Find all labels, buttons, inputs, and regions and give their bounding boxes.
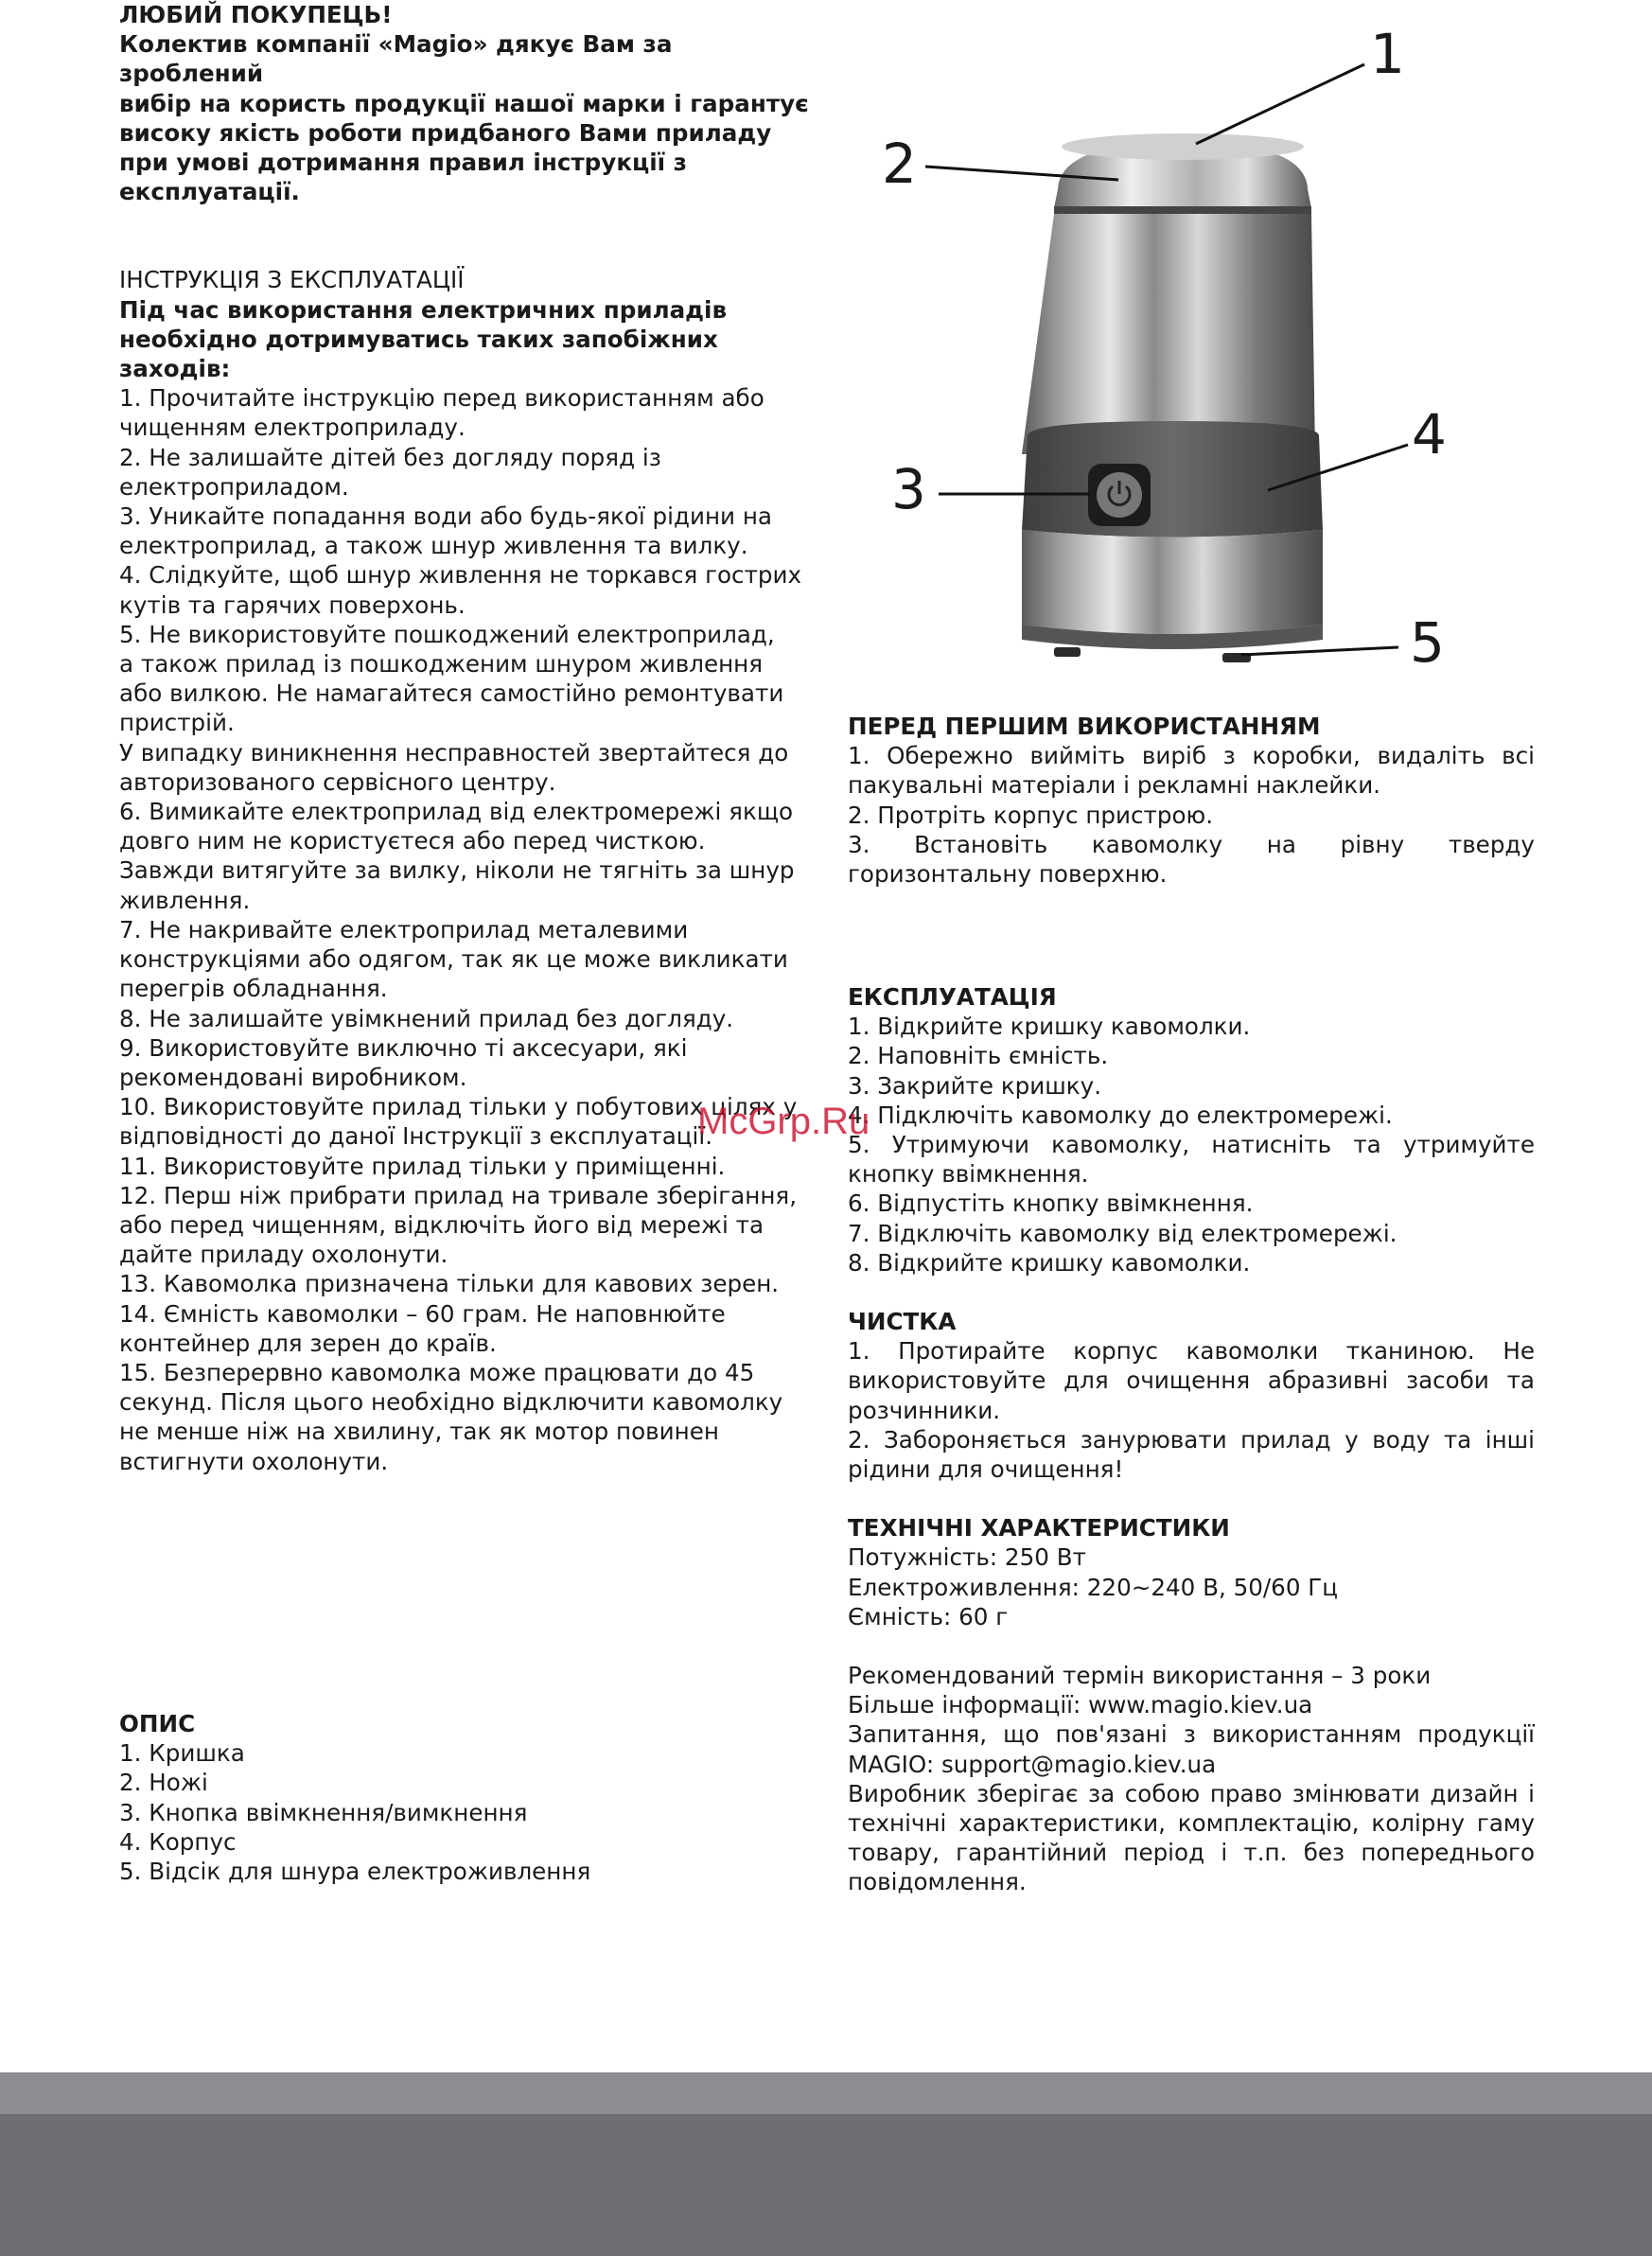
cleaning-item: 2. Забороняється занурювати прилад у воду та інші рідини для очищення! <box>848 1425 1535 1484</box>
greeting-line: високу якість роботи придбаного Вами приладу <box>119 118 772 147</box>
first-use-item: 2. Протріть корпус пристрою. <box>848 801 1214 829</box>
instruction-line: живлення. <box>119 886 251 914</box>
operation-section <box>848 982 1535 1897</box>
callout-4: 4 <box>1412 402 1447 467</box>
instruction-line: 6. Вимикайте електроприлад від електромережі якщо <box>119 798 794 826</box>
operation-item: 7. Відключіть кавомолку від електромережі. <box>848 1219 1397 1247</box>
leader-line-5 <box>1241 647 1398 655</box>
instruction-line: електроприлад, а також шнур живлення та вилку. <box>119 532 748 560</box>
description-item: 3. Кнопка ввімкнення/вимкнення <box>119 1798 528 1826</box>
body-band <box>1022 421 1323 538</box>
instruction-line: 12. Перш ніж прибрати прилад на тривале зберігання, <box>119 1181 798 1209</box>
callout-1: 1 <box>1370 22 1405 86</box>
instruction-line: 4. Слідкуйте, щоб шнур живлення не торкався гострих <box>119 561 802 590</box>
watermark: McGrp.Ru <box>697 1101 870 1142</box>
info-line: Рекомендований термін використання – 3 роки <box>848 1662 1432 1690</box>
instruction-line: або перед чищенням, відключіть його від мережі та <box>119 1210 764 1239</box>
operation-item: 1. Відкрийте кришку кавомолки. <box>848 1013 1251 1041</box>
first-use-item: 3. Встановіть кавомолку на рівну тверду горизонтальну поверхню. <box>848 830 1535 889</box>
operation-title: ЕКСПЛУАТАЦІЯ <box>848 983 1057 1011</box>
callout-3: 3 <box>891 457 926 521</box>
description-title: ОПИС <box>119 1710 196 1737</box>
instructions-intro-line: Під час використання електричних приладів <box>119 295 728 324</box>
operation-item: 5. Утримуючи кавомолку, натисніть та утримуйте кнопку ввімкнення. <box>848 1131 1535 1189</box>
first-use-item: 1. Обережно вийміть виріб з коробки, видаліть всі пакувальні матеріали і рекламні наклейки. <box>848 742 1535 800</box>
instruction-line: 14. Ємність кавомолки – 60 грам. Не наповнюйте <box>119 1299 726 1328</box>
description-item: 4. Корпус <box>119 1827 237 1856</box>
instruction-line: електроприладом. <box>119 472 349 501</box>
instructions-intro-line: заходів: <box>119 355 231 383</box>
description-item: 2. Ножі <box>119 1769 208 1797</box>
operation-item: 4. Підключіть кавомолку до електромережі. <box>848 1101 1393 1129</box>
operation-item: 6. Відпустіть кнопку ввімкнення. <box>848 1190 1254 1218</box>
instruction-line: У випадку виникнення несправностей звертайтеся до <box>119 738 789 767</box>
instruction-line: контейнер для зерен до країв. <box>119 1329 497 1357</box>
greeting-line: Колектив компанії «Magio» дякує Вам за зроблений <box>119 30 673 88</box>
instruction-line: 8. Не залишайте увімкнений прилад без догляду. <box>119 1004 734 1032</box>
body-lower <box>1022 530 1323 634</box>
instruction-line: 3. Уникайте попадання води або будь-якої рідини на <box>119 502 772 531</box>
specs-line: Електроживлення: 220~240 В, 50/60 Гц <box>848 1573 1339 1601</box>
greeting-section <box>119 0 810 206</box>
first-use-section <box>848 712 1535 889</box>
lid-top <box>1062 133 1304 160</box>
description-item: 1. Кришка <box>119 1739 245 1768</box>
operation-item: 2. Наповніть ємність. <box>848 1042 1109 1070</box>
power-button-face <box>1097 472 1142 518</box>
instructions-intro-line: необхідно дотримуватись таких запобіжних <box>119 325 718 353</box>
cleaning-title: ЧИСТКА <box>848 1308 957 1336</box>
instruction-line: не менше ніж на хвилину, так як мотор повинен <box>119 1418 719 1446</box>
instruction-line: 1. Прочитайте інструкцію перед використанням або <box>119 384 764 413</box>
instruction-line: 10. Використовуйте прилад тільки у побутових цілях у <box>119 1093 798 1121</box>
instruction-line: перегрів обладнання. <box>119 975 388 1003</box>
info-line: Виробник зберігає за собою право змінювати дизайн і технічні характеристики, комплектацію, колірну гаму товару, гарантійний період і т.п. без попереднього повідомлення. <box>848 1779 1535 1896</box>
instruction-line: чищенням електроприладу. <box>119 414 466 442</box>
cleaning-item: 1. Протирайте корпус кавомолки тканиною. Не використовуйте для очищення абразивні засоби та розчинники. <box>848 1337 1535 1424</box>
instruction-line: пристрій. <box>119 709 235 737</box>
lid-seam <box>1054 206 1311 214</box>
body-upper <box>1022 214 1315 454</box>
instruction-line: авторизованого сервісного центру. <box>119 767 556 796</box>
instruction-line: 15. Безперервно кавомолка може працювати до 45 <box>119 1358 755 1386</box>
instruction-line: 2. Не залишайте дітей без догляду поряд із <box>119 443 661 471</box>
instruction-line: дайте приладу охолонути. <box>119 1241 448 1269</box>
specs-line: Потужність: 250 Вт <box>848 1543 1086 1572</box>
instruction-line: 5. Не використовуйте пошкоджений електроприлад, <box>119 620 775 648</box>
operation-item: 3. Закрийте кришку. <box>848 1071 1102 1100</box>
greeting-title: ЛЮБИЙ ПОКУПЕЦЬ! <box>119 1 393 28</box>
instruction-line: Завжди витягуйте за вилку, ніколи не тягніть за шнур <box>119 856 795 885</box>
operation-item: 8. Відкрийте кришку кавомолки. <box>848 1248 1251 1277</box>
instruction-line: встигнути охолонути. <box>119 1447 389 1475</box>
callout-2: 2 <box>882 132 917 196</box>
description-item: 5. Відсік для шнура електроживлення <box>119 1858 591 1886</box>
instruction-line: рекомендовані виробником. <box>119 1063 467 1091</box>
info-line: Запитання, що пов'язані з використанням продукції MAGIO: support@magio.kiev.ua <box>848 1720 1535 1778</box>
instructions-section <box>119 265 810 1475</box>
description-section <box>119 1709 810 1886</box>
instructions-list <box>119 383 810 1476</box>
specs-title: ТЕХНІЧНІ ХАРАКТЕРИСТИКИ <box>848 1514 1230 1542</box>
footer-band-light <box>0 2072 1652 2114</box>
instruction-line: або вилкою. Не намагайтеся самостійно ремонтувати <box>119 679 784 708</box>
instruction-line: секунд. Після цього необхідно відключити кавомолку <box>119 1388 783 1417</box>
footer-band-dark <box>0 2114 1652 2256</box>
greeting-line: при умові дотримання правил інструкції з <box>119 149 687 177</box>
callout-5: 5 <box>1410 610 1445 675</box>
greeting-line: вибір на користь продукції нашої марки і гарантує <box>119 89 809 117</box>
greeting-line: експлуатації. <box>119 178 300 206</box>
instruction-line: 11. Використовуйте прилад тільки у приміщенні. <box>119 1152 726 1180</box>
instruction-line: а також прилад із пошкодженим шнуром живлення <box>119 650 764 679</box>
first-use-title: ПЕРЕД ПЕРШИМ ВИКОРИСТАННЯМ <box>848 713 1321 740</box>
base-foot <box>1054 647 1081 657</box>
leader-line-1 <box>1196 64 1364 144</box>
coffee-grinder-illustration <box>870 0 1476 681</box>
instruction-line: 13. Кавомолка призначена тільки для кавових зерен. <box>119 1270 780 1298</box>
info-line: Більше інформації: www.magio.kiev.ua <box>848 1691 1313 1719</box>
instruction-line: 7. Не накривайте електроприлад металевими <box>119 915 689 943</box>
left-column <box>119 0 810 1476</box>
coffee-grinder-figure <box>870 0 1476 681</box>
instruction-line: конструкціями або одягом, так як це може викликати <box>119 945 788 974</box>
instruction-line: кутів та гарячих поверхонь. <box>119 590 466 619</box>
instruction-line: довго ним не користуєтеся або перед чисткою. <box>119 827 706 855</box>
instruction-line: 9. Використовуйте виключно ті аксесуари, які <box>119 1033 688 1062</box>
instruction-line: відповідності до даної Інструкції з експлуатації. <box>119 1122 713 1151</box>
instructions-title: ІНСТРУКЦІЯ З ЕКСПЛУАТАЦІЇ <box>119 266 465 294</box>
specs-line: Ємність: 60 г <box>848 1602 1009 1630</box>
